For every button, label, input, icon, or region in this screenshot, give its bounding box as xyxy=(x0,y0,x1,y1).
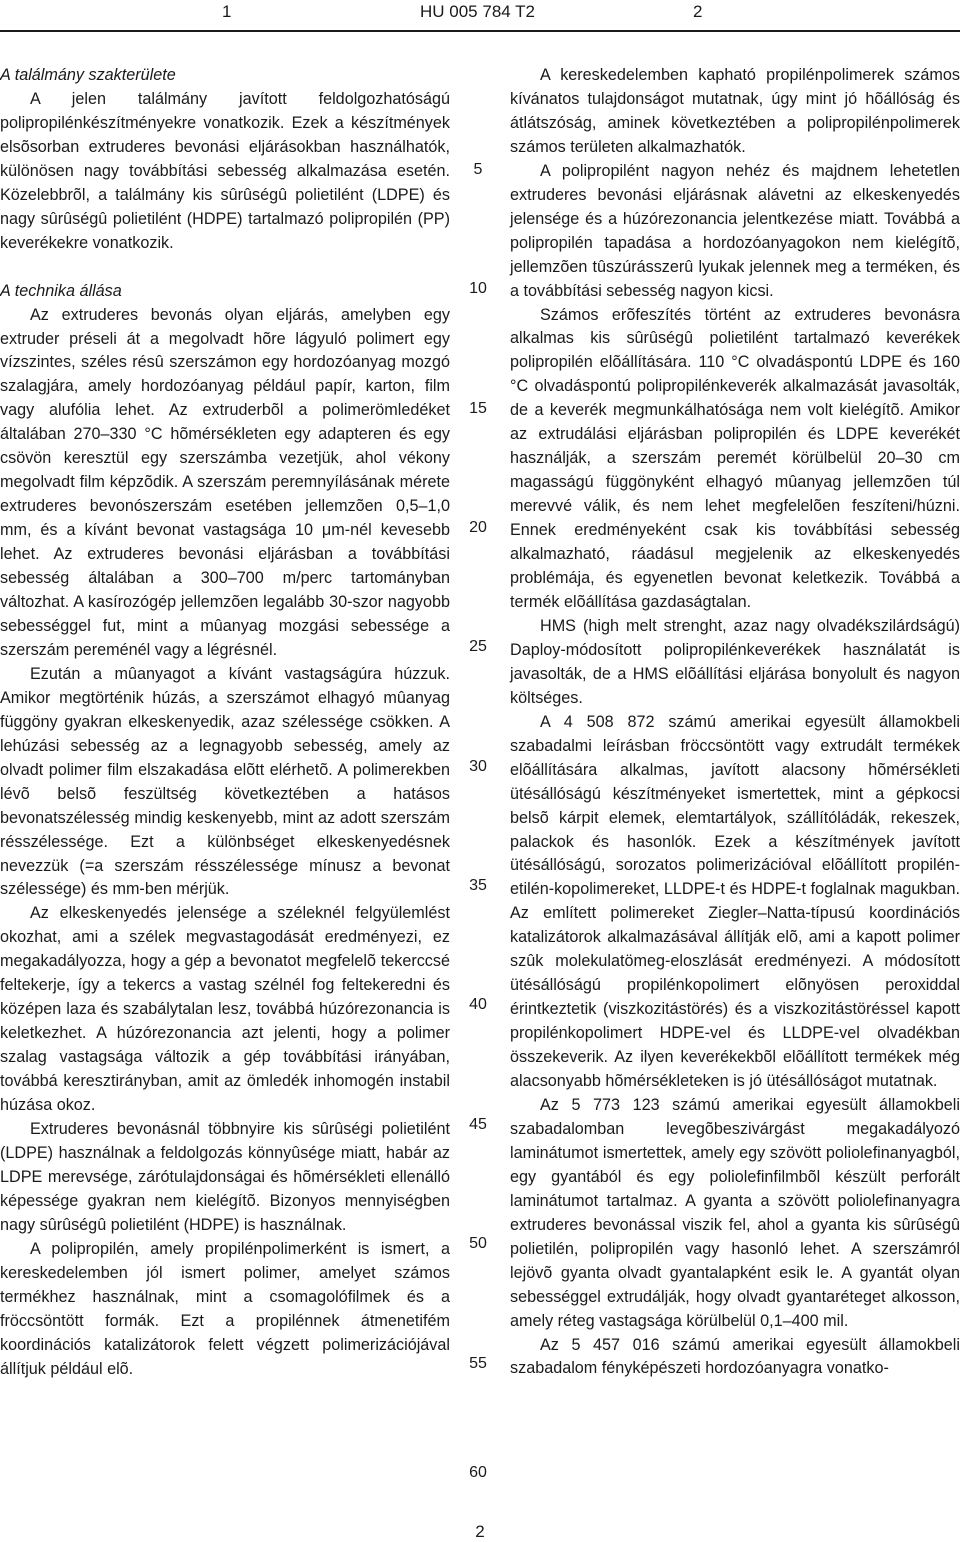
left-page-number: 1 xyxy=(222,2,232,21)
line-number: 20 xyxy=(469,519,487,536)
line-number: 10 xyxy=(469,280,487,297)
header-rule xyxy=(0,30,960,32)
paragraph: Az 5 773 123 számú amerikai egyesült államokbeli szabadalomban levegõbeszivárgást megakadályozó laminátumot ismertettek, amely egy szövött poliolefinanyagból, egy gyantából és egy poliolefinfilmbõl készült perforált laminátumot tartalmaz. A gyanta a szövött poliolefinanyagra extruderes bevonással viszik fel, ahol a gyanta kis sûrûségû polietilén, polipropilén vagy hasonló lehet. A szerszámról lejövõ gyanta olvadt gyantalapként esik le. A gyantát olyan sebességgel extrudálják, hogy olvadt gyantaréteget alkosson, amely réteg vastagsága körülbelül 0,1–400 mil. xyxy=(510,1095,960,1330)
right-column xyxy=(510,64,960,1381)
paragraph: Ezután a mûanyagot a kívánt vastagságúra húzzuk. Amikor megtörténik húzás, a szerszámot elhagyó mûanyag függöny gyakran elkeskenyedik, azaz szélessége csökken. A lehúzási sebesség az a legnagyobb sebesség, amely az olvadt polimer film elszakadása elõtt elérhetõ. A polimerekben lévõ belsõ feszültség következtében a hatásos bevonatszélesség mindig keskenyebb, mint az adott szerszám résszélessége. Ezt a különbséget elkeskenyedésnek nevezzük (=a szerszám résszélessége mínusz a bevonat szélessége) és mm-ben mérjük. xyxy=(0,664,450,899)
line-number: 25 xyxy=(469,638,487,655)
line-number: 5 xyxy=(473,161,483,178)
line-number: 15 xyxy=(469,400,487,417)
line-number: 55 xyxy=(469,1355,487,1372)
paragraph: A polipropilén, amely propilénpolimerként is ismert, a kereskedelemben jól ismert polimer, amelyet számos termékhez használnak, mint a csomagolófilmek és a fröccsöntött formák. Ezt a propilénnek átmenetifém koordinációs katalizátorok felett végzett polimerizációjával állítjuk például elõ. xyxy=(0,1239,450,1378)
line-number: 60 xyxy=(469,1464,487,1481)
paragraph: A 4 508 872 számú amerikai egyesült államokbeli szabadalmi leírásban fröccsöntött vagy extrudált termékek elõállítására alkalmas, javított alacsony hõmérsékleti ütésállóságú készítményeket ismertettek, mint a gépkocsi belsõ kárpit elemek, elemtartályok, szállítóládák, rekeszek, palackok és hasonlók. Ezek a készítmények javított ütésállóságú, sorozatos polimerizációval elõállított propilén-etilén-kopolimereket, LLDPE-t és HDPE-t foglalnak magukban. Az említett polimereket Ziegler–Natta-típusú koordinációs katalizátorok alkalmazásával állítják elõ, ami a kapott polimer szûk molekulatömeg-eloszlását eredményezi. A módosított ütésállóságú propilénkopolimert elõnyösen peroxiddal érintkeztetik (viszkozitástörés) és a viszkozitástöréssel kapott propilénkopolimert HDPE-vel és LLDPE-vel olvadékban összekeverik. Az ilyen keverékekbõl elõállított termékek még alacsonyabb hõmérsékleteken is jó ütésállóságot mutatnak. xyxy=(510,712,960,1091)
paragraph: Az 5 457 016 számú amerikai egyesült államokbeli szabadalom fényképészeti hordozóanyagra vonatko- xyxy=(510,1335,960,1378)
section-heading-prior-art: A technika állása xyxy=(0,281,122,300)
right-page-number: 2 xyxy=(693,2,703,21)
page-footer-number: 2 xyxy=(475,1522,485,1541)
section-heading-field: A találmány szakterülete xyxy=(0,66,176,84)
paragraph: Az extruderes bevonás olyan eljárás, amelyben egy extruder préseli át a megolvadt hõre lágyuló polimert egy vízszintes, széles résû szerszámon egy hordozóanyag mozgó szalagjára, amely hordozóanyag például papír, karton, film vagy alufólia lehet. Az extruderbõl a polimerömledéket általában 270–330 °C hõmérsékleten egy adapteren és egy csövön keresztül egy szerszámba vezetjük, ahol vékony megolvadt film képzõdik. A szerszám peremnyílásának mérete extruderes bevonószerszám esetében jellemzõen 0,5–1,0 mm, és a kívánt bevonat vastagsága 10 μm-nél kevesebb lehet. Az extruderes bevonási eljárásban a továbbítási sebesség általában a 300–700 m/perc tartományban változhat. A kasírozógép jellemzõen legalább 30-szor nagyobb sebességgel fut, mint a mûanyag mozgási sebessége a szerszám pereménél vagy a légrésnél. xyxy=(0,305,450,659)
paragraph: Extruderes bevonásnál többnyire kis sûrûségi polietilént (LDPE) használnak a feldolgozás könnyûsége miatt, habár az LDPE merevsége, zárótulajdonságai és hõmérsékleti ellenálló képessége gyakran nem kielégítõ. Bizonyos mennyiségben nagy sûrûségû polietilént (HDPE) is használnak. xyxy=(0,1119,450,1234)
paragraph: A kereskedelemben kapható propilénpolimerek számos kívánatos tulajdonságot mutatnak, úgy mint jó hõállóság és átlátszóság, aminek következtében a polipropilénpolimerek számos területen alkalmazhatók. xyxy=(510,66,960,156)
paragraph: Az elkeskenyedés jelensége a széleknél felgyülemlést okozhat, ami a szélek megvastagodását eredményezi, ez megakadályozza, hogy a gép a bevonatot megfelelõ tekerccsé feltekerje, így a tekercs a vastag szélnél fog feltekeredni és középen laza és szabálytalan lesz, továbbá húzórezonancia is keletkezhet. A húzórezonancia azt jelenti, hogy a polimer szalag vastagsága változik a gép továbbítási irányában, továbbá keresztirányban, amit az ömledék inhomogén instabil húzása okoz. xyxy=(0,904,450,1115)
line-number: 30 xyxy=(469,758,487,775)
page-header xyxy=(0,0,960,32)
line-number: 45 xyxy=(469,1116,487,1133)
paragraph: A polipropilént nagyon nehéz és majdnem lehetetlen extruderes bevonási eljárásnak alávetni az elkeskenyedés jelensége és a húzórezonancia jelentkezése miatt. Továbbá a polipropilén tapadása a hordozóanyagokon nem kielégítõ, jellemzõen tûszúrásszerû lyukak jelennek meg a terméken, és a továbbítási sebesség nagyon kicsi. xyxy=(510,161,960,300)
line-number: 35 xyxy=(469,877,487,894)
paragraph: HMS (high melt strenght, azaz nagy olvadékszilárdságú) Daploy-módosított polipropilénkeverékek használatát is javasolták, de a HMS elõállítási eljárása bonyolult és nagyon költséges. xyxy=(510,616,960,707)
paragraph: A jelen találmány javított feldolgozhatóságú polipropilénkészítményekre vonatkozik. Ezek a készítmények elsõsorban extruderes bevonási eljárásokban használhatók, különösen nagy továbbítási sebesség alkalmazása esetén. Közelebbrõl, a találmány kis sûrûségû polietilént (LDPE) és nagy sûrûségû polietilént (HDPE) tartalmazó polipropilén (PP) keverékekre vonatkozik. xyxy=(0,89,450,252)
line-number: 50 xyxy=(469,1235,487,1252)
line-number: 40 xyxy=(469,996,487,1013)
left-column xyxy=(0,64,450,1381)
patent-number: HU 005 784 T2 xyxy=(420,2,535,21)
paragraph: Számos erõfeszítés történt az extruderes bevonásra alkalmas kis sûrûségû polietilént tartalmazó keverékek polipropilén elõállítására. 110 °C olvadáspontú LDPE és 160 °C olvadáspontú polipropilénkeverék alkalmazását javasolták, de a keverék megmunkálhatósága nem volt kielégítõ. Amikor az extrudálási eljárásban polipropilén és LDPE keverékét használják, a szerszám peremét körülbelül 20–30 cm magasságú függönyként elhagyó mûanyag jellemzõen túl merevvé válik, és nem lehet megfelelõen feszíteni/húzni. Ennek eredményeként csak kis továbbítási sebesség alkalmazható, ráadásul megjelenik az elkeskenyedés problémája, és egyenetlen bevonat keletkezik. Továbbá a termék elõállítása gazdaságtalan. xyxy=(510,305,960,611)
